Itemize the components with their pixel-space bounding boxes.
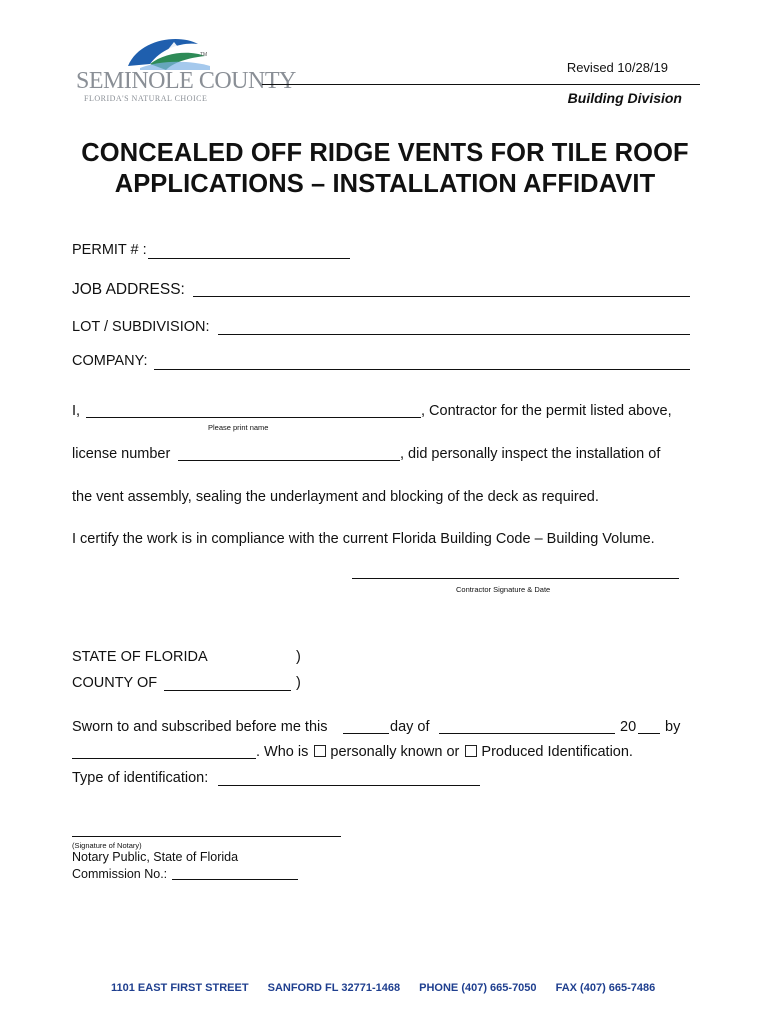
type-of-identification-label: Type of identification: <box>72 770 209 786</box>
footer-city: SANFORD FL 32771-1468 <box>267 982 401 994</box>
state-label: STATE OF FLORIDA <box>72 649 208 665</box>
who-is-text: . Who is <box>256 744 309 760</box>
logo-name: SEMINOLE COUNTY <box>76 68 296 94</box>
who-is-line <box>256 744 633 760</box>
svg-text:TM: TM <box>200 52 208 58</box>
county-paren: ) <box>296 675 301 691</box>
county-field[interactable] <box>164 690 291 691</box>
title-line-2: APPLICATIONS – INSTALLATION AFFIDAVIT <box>114 170 656 198</box>
lot-subdivision-field[interactable] <box>218 334 690 335</box>
page-title <box>0 138 770 200</box>
lot-subdivision-label: LOT / SUBDIVISION: <box>72 319 210 335</box>
footer-fax: FAX (407) 665-7486 <box>555 982 656 994</box>
company-field[interactable] <box>154 369 690 370</box>
sworn-text: Sworn to and subscribed before me this <box>72 719 328 735</box>
title-line-1: CONCEALED OFF RIDGE VENTS FOR TILE ROOF <box>81 139 689 167</box>
by-text: by <box>665 719 681 735</box>
contractor-text: , Contractor for the permit listed above, <box>421 403 672 419</box>
day-field[interactable] <box>343 733 389 734</box>
vent-text: the vent assembly, sealing the underlayment and blocking of the deck as required. <box>72 489 599 505</box>
produced-identification-checkbox[interactable] <box>465 745 477 757</box>
certify-text: I certify the work is in compliance with the current Florida Building Code – Building Volume. <box>72 531 655 547</box>
building-division: Building Division <box>567 90 682 106</box>
personally-known-label: personally known or <box>330 744 460 760</box>
year-prefix: 20 <box>620 719 637 735</box>
type-of-identification-field[interactable] <box>218 785 480 786</box>
produced-identification-label: Produced Identification. <box>481 744 633 760</box>
job-address-field[interactable] <box>193 296 690 297</box>
revised-date: Revised 10/28/19 <box>566 60 668 75</box>
commission-label: Commission No.: <box>72 867 168 881</box>
day-of-text: day of <box>390 719 430 735</box>
job-address-label: JOB ADDRESS: <box>72 281 185 298</box>
county-label: COUNTY OF <box>72 675 158 691</box>
permit-field[interactable] <box>148 258 350 259</box>
license-label: license number <box>72 446 171 462</box>
state-paren: ) <box>296 649 301 665</box>
header-rule <box>262 84 700 85</box>
logo-tagline: FLORIDA'S NATURAL CHOICE <box>84 94 208 103</box>
cert-i-label: I, <box>72 403 81 419</box>
footer-phone: PHONE (407) 665-7050 <box>419 982 537 994</box>
print-name-caption: Please print name <box>208 423 269 432</box>
signature-caption: Contractor Signature & Date <box>456 585 551 594</box>
sworn-by-name-field[interactable] <box>72 758 256 759</box>
footer-address: 1101 EAST FIRST STREET <box>111 982 249 994</box>
contractor-name-field[interactable] <box>86 417 421 418</box>
company-label: COMPANY: <box>72 353 148 369</box>
notary-public-label: Notary Public, State of Florida <box>72 850 239 864</box>
inspect-text: , did personally inspect the installation of <box>400 446 661 462</box>
notary-signature-caption: (Signature of Notary) <box>72 841 142 850</box>
seminole-county-logo <box>70 30 296 110</box>
contractor-signature-field[interactable] <box>352 578 679 579</box>
notary-signature-field[interactable] <box>72 836 341 837</box>
license-number-field[interactable] <box>178 460 400 461</box>
footer <box>111 982 671 994</box>
permit-label: PERMIT # : <box>72 242 147 258</box>
year-field[interactable] <box>638 733 660 734</box>
month-field[interactable] <box>439 733 615 734</box>
commission-number-field[interactable] <box>172 879 298 880</box>
personally-known-checkbox[interactable] <box>314 745 326 757</box>
